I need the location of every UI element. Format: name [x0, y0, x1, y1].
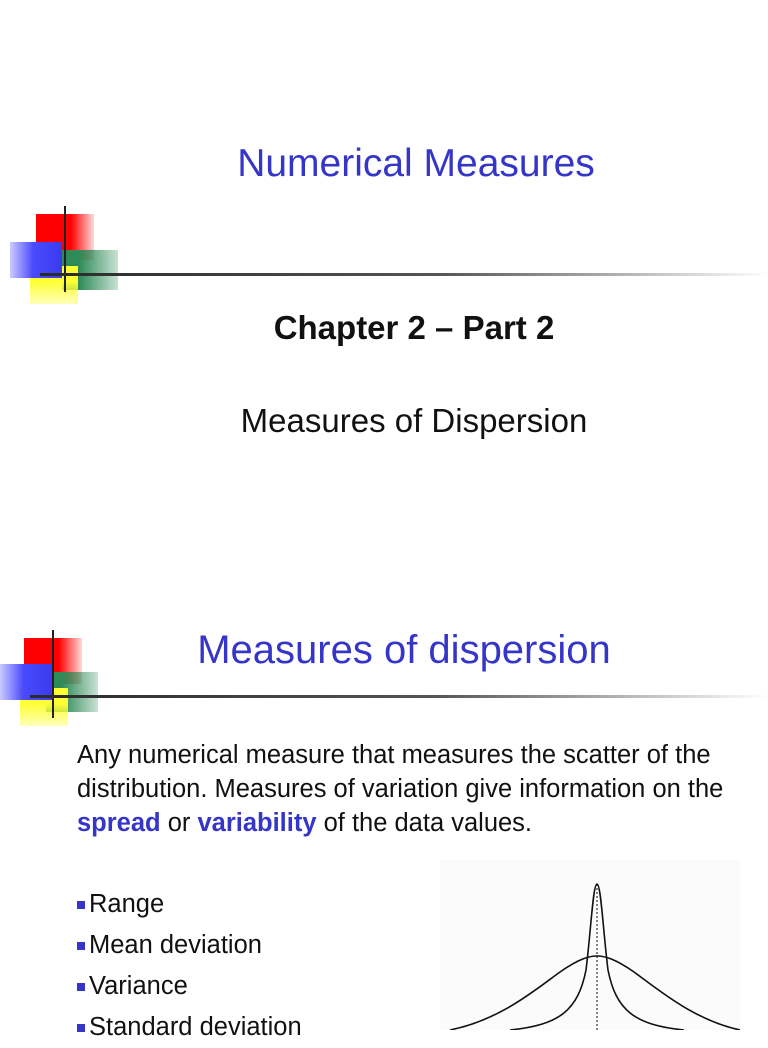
title-divider	[30, 695, 768, 698]
four-color-squares-logo-icon	[10, 206, 110, 306]
square-bullet-icon	[77, 942, 85, 950]
slide-subtitle: Measures of Dispersion	[240, 402, 588, 439]
definition-text: or	[160, 809, 198, 837]
definition-text: Any numerical measure that measures the scatter of the distribution. Measures of variation give information on the	[77, 741, 724, 803]
content-slide	[0, 580, 768, 1041]
title-divider	[40, 273, 768, 276]
highlight-spread: spread	[77, 809, 161, 837]
curve-background	[440, 860, 740, 1030]
definition-text: of the data values.	[316, 809, 533, 837]
slide-title: Numerical Measures	[237, 142, 595, 185]
square-bullet-icon	[77, 1024, 85, 1032]
definition-paragraph	[77, 738, 747, 840]
chapter-heading: Chapter 2 – Part 2	[273, 309, 555, 346]
bell-curves-icon	[440, 860, 740, 1030]
square-bullet-icon	[77, 983, 85, 991]
square-bullet-icon	[77, 901, 85, 909]
slide-title: Measures of dispersion	[197, 628, 611, 672]
measures-list	[77, 884, 302, 1048]
list-item: Mean deviation	[77, 925, 302, 966]
list-item: Variance	[77, 966, 302, 1007]
list-item: Range	[77, 884, 302, 925]
list-item: Standard deviation	[77, 1007, 302, 1048]
highlight-variability: variability	[197, 809, 317, 837]
